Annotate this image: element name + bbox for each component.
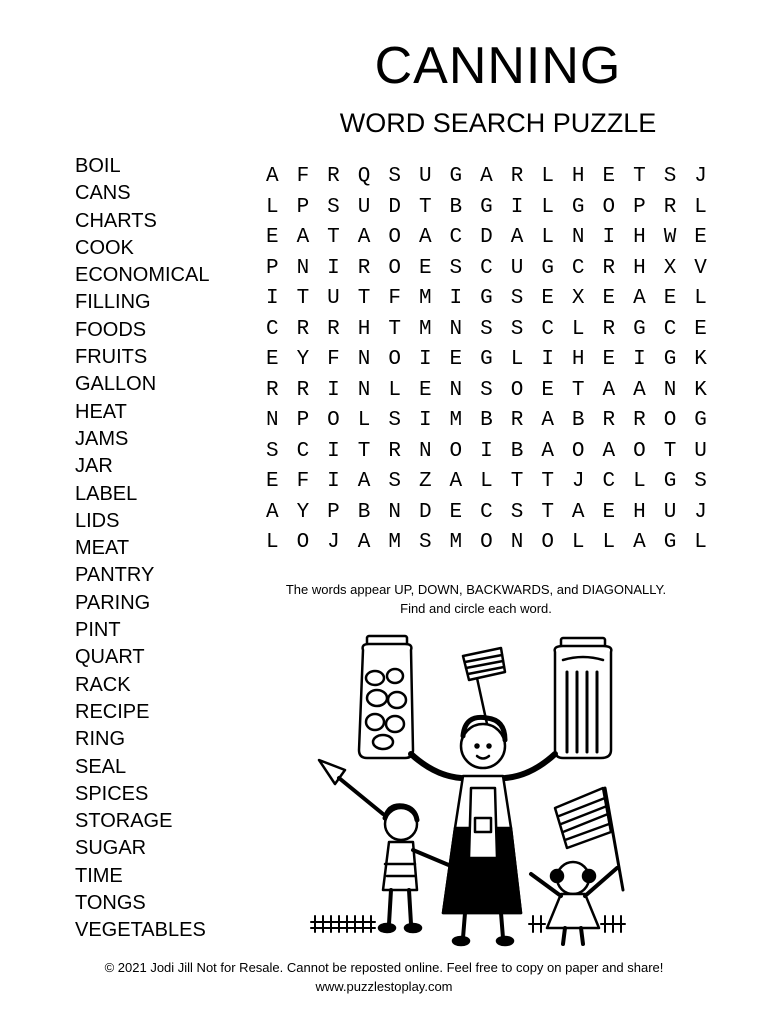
instructions-line-1: The words appear UP, DOWN, BACKWARDS, and DIAGONALLY.	[285, 582, 667, 597]
grid-letter: S	[694, 470, 707, 493]
grid-row	[257, 376, 716, 407]
word-list-item: CHARTS	[75, 209, 157, 232]
grid-letter: O	[510, 378, 524, 402]
grid-letter: L	[541, 195, 554, 219]
grid-letter: I	[327, 470, 340, 493]
grid-letter: I	[327, 378, 340, 402]
word-list-item: RACK	[75, 673, 131, 696]
grid-letter: I	[327, 256, 340, 280]
grid-letter: I	[327, 439, 340, 463]
grid-letter: R	[602, 256, 616, 280]
grid-letter: S	[265, 439, 279, 463]
grid-letter: A	[571, 500, 585, 524]
grid-letter: H	[571, 348, 585, 371]
grid-letter: E	[602, 165, 616, 188]
grid-letter: P	[296, 195, 310, 219]
grid-letter: I	[510, 195, 524, 219]
grid-letter: L	[571, 531, 585, 554]
grid-letter: H	[633, 256, 646, 280]
grid-letter: G	[663, 531, 677, 554]
grid-letter: U	[510, 256, 524, 280]
grid-letter: T	[541, 500, 554, 524]
grid-letter: N	[663, 378, 677, 402]
grid-letter: M	[449, 531, 463, 554]
grid-letter: T	[357, 287, 371, 310]
grid-letter: O	[480, 531, 493, 554]
small-flag-icon	[463, 648, 505, 724]
word-list-item: BOIL	[75, 155, 121, 177]
word-list-item: LABEL	[75, 482, 138, 505]
grid-letter: N	[449, 378, 463, 402]
grid-letter: T	[633, 165, 646, 188]
grid-letter: P	[633, 195, 646, 219]
grid-letter: D	[418, 500, 432, 524]
grid-letter: I	[480, 439, 493, 463]
website-link[interactable]: www.puzzlestoplay.com	[315, 979, 453, 994]
grid-letter: R	[510, 409, 524, 432]
word-list-item: SUGAR	[75, 837, 147, 860]
canning-illustration	[305, 628, 635, 953]
grid-letter: A	[357, 531, 371, 554]
grid-letter: S	[327, 195, 340, 219]
grid-letter: S	[449, 256, 463, 280]
grid-letter: L	[602, 531, 616, 554]
word-list-item: QUART	[75, 646, 145, 669]
word-list-item: GALLON	[75, 373, 157, 396]
grid-letter: H	[571, 165, 585, 188]
grid-letter: A	[541, 409, 554, 432]
word-list-item: PARING	[75, 591, 151, 614]
word-list	[75, 153, 209, 945]
grid-letter: M	[388, 531, 401, 554]
grid-letter: R	[327, 165, 340, 188]
grid-letter: A	[541, 439, 554, 463]
grid-letter: L	[480, 470, 493, 493]
grid-letter: M	[449, 409, 463, 432]
grid-letter: P	[327, 500, 340, 524]
grid-row	[257, 406, 716, 437]
instructions-line-2: Find and circle each word.	[400, 601, 552, 616]
grid-letter: O	[663, 409, 677, 432]
grid-letter: N	[388, 500, 401, 524]
word-list-item: HEAT	[75, 400, 127, 423]
word-list-item: COOK	[75, 236, 134, 259]
grid-letter: O	[449, 439, 463, 463]
grid-letter: E	[418, 378, 432, 402]
grid-row	[257, 498, 716, 529]
grid-letter: S	[388, 409, 401, 432]
word-list-item: JAMS	[75, 427, 129, 450]
grid-letter: I	[418, 348, 432, 371]
grid-letter: L	[694, 195, 707, 219]
grid-letter: Z	[418, 470, 432, 493]
grid-letter: W	[663, 226, 677, 249]
grid-letter: T	[571, 378, 585, 402]
grid-letter: R	[296, 317, 310, 341]
grid-letter: T	[663, 439, 677, 463]
grid-letter: E	[694, 226, 707, 249]
grid-letter: R	[296, 378, 310, 402]
word-list-item: RECIPE	[75, 700, 150, 723]
grid-letter: I	[602, 226, 616, 249]
grid-letter: C	[265, 317, 279, 341]
grid-letter: M	[418, 287, 432, 310]
grid-letter: L	[265, 531, 279, 554]
grid-letter: A	[357, 470, 371, 493]
grid-letter: P	[265, 256, 279, 280]
grid-letter: R	[510, 165, 524, 188]
grid-letter: E	[265, 348, 279, 371]
grid-letter: J	[694, 165, 707, 188]
word-list-item: TONGS	[75, 892, 146, 915]
grid-letter: Y	[296, 500, 310, 524]
grid-letter: G	[449, 165, 463, 188]
grid-letter: O	[571, 439, 585, 463]
grid-letter: J	[694, 500, 707, 524]
copyright-text: © 2021 Jodi Jill Not for Resale. Cannot be reposted online. Feel free to copy on paper and share!	[104, 960, 664, 975]
grid-letter: N	[296, 256, 310, 280]
word-list-item: FILLING	[75, 291, 151, 314]
grid-row	[257, 315, 716, 346]
grid-letter: L	[510, 348, 524, 371]
grid-letter: I	[265, 287, 279, 310]
grid-letter: T	[296, 287, 310, 310]
word-list-item: PANTRY	[75, 564, 155, 587]
word-list-item: SEAL	[75, 755, 127, 778]
grid-letter: H	[357, 317, 371, 341]
grid-letter: B	[357, 500, 371, 524]
grid-letter: A	[265, 500, 279, 524]
grid-letter: E	[602, 287, 616, 310]
grid-letter: R	[602, 317, 616, 341]
grid-row	[257, 193, 716, 224]
grid-letter: E	[541, 287, 554, 310]
grid-letter: A	[633, 378, 646, 402]
grid-letter: S	[388, 470, 401, 493]
grid-letter: T	[388, 317, 401, 341]
grid-letter: I	[449, 287, 463, 310]
grid-letter: R	[633, 409, 646, 432]
grid-letter: J	[327, 531, 340, 554]
grid-letter: F	[296, 165, 310, 188]
grid-letter: E	[663, 287, 677, 310]
grid-letter: O	[633, 439, 646, 463]
word-list-item: VEGETABLES	[75, 919, 206, 942]
grid-letter: G	[541, 256, 554, 280]
grid-letter: R	[327, 317, 340, 341]
grid-letter: A	[633, 287, 646, 310]
grid-letter: E	[541, 378, 554, 402]
grid-letter: S	[480, 317, 493, 341]
grid-letter: S	[510, 287, 524, 310]
grid-letter: G	[694, 409, 707, 432]
grid-letter: O	[388, 348, 401, 371]
grid-letter: N	[510, 531, 524, 554]
grid-letter: G	[480, 287, 493, 310]
grid-row	[257, 223, 716, 254]
grid-letter: T	[357, 439, 371, 463]
grid-letter: D	[480, 226, 493, 249]
grid-row	[257, 162, 716, 193]
word-list-item: CANS	[75, 182, 131, 205]
grid-letter: E	[694, 317, 707, 341]
grid-letter: A	[602, 439, 616, 463]
grid-letter: C	[602, 470, 616, 493]
grid-letter: S	[510, 500, 524, 524]
grid-letter: S	[510, 317, 524, 341]
grid-letter: O	[388, 226, 401, 249]
left-jar-icon	[359, 636, 413, 758]
word-list-item: TIME	[75, 864, 123, 887]
grid-letter: D	[388, 195, 401, 219]
grid-letter: S	[663, 165, 677, 188]
grid-letter: N	[449, 317, 463, 341]
page-title: CANNING	[374, 37, 622, 95]
grid-letter: L	[541, 226, 554, 249]
grid-letter: C	[571, 256, 585, 280]
word-list-item: STORAGE	[75, 810, 173, 833]
grid-letter: O	[388, 256, 401, 280]
grid-letter: G	[480, 195, 493, 219]
grid-letter: G	[571, 195, 585, 219]
grid-letter: S	[418, 531, 432, 554]
grid-letter: A	[480, 165, 493, 188]
grid-letter: C	[541, 317, 554, 341]
footer	[0, 958, 768, 996]
grid-letter: R	[388, 439, 401, 463]
grid-row	[257, 254, 716, 285]
grid-letter: J	[571, 470, 585, 493]
grid-letter: U	[357, 195, 371, 219]
grid-letter: F	[296, 470, 310, 493]
grid-letter: C	[480, 500, 493, 524]
grid-row	[257, 528, 716, 559]
grid-letter: C	[296, 439, 310, 463]
page-subtitle: WORD SEARCH PUZZLE	[339, 108, 657, 138]
grid-letter: E	[265, 226, 279, 249]
grid-letter: T	[541, 470, 554, 493]
grid-letter: A	[265, 165, 279, 188]
grid-letter: X	[663, 256, 677, 280]
grid-letter: A	[449, 470, 463, 493]
word-list-item: PINT	[75, 619, 121, 642]
grid-letter: G	[480, 348, 493, 371]
word-list-item: RING	[75, 728, 125, 751]
word-list-item: FOODS	[75, 318, 147, 341]
grid-letter: L	[541, 165, 554, 188]
grid-row	[257, 437, 716, 468]
grid-letter: Q	[357, 165, 371, 188]
boy-figure-icon	[319, 760, 451, 932]
grid-letter: R	[602, 409, 616, 432]
grid-letter: S	[480, 378, 493, 402]
word-list-item: SPICES	[75, 782, 149, 805]
word-list-item: LIDS	[75, 509, 120, 532]
word-list-item: JAR	[75, 455, 113, 478]
word-list-item: MEAT	[75, 537, 130, 560]
grid-letter: G	[633, 317, 646, 341]
grid-letter: T	[510, 470, 524, 493]
grid-letter: I	[418, 409, 432, 432]
grid-letter: M	[418, 317, 432, 341]
grid-letter: V	[694, 256, 707, 280]
grid-row	[257, 467, 716, 498]
grid-letter: I	[633, 348, 646, 371]
grid-letter: R	[357, 256, 371, 280]
grid-letter: A	[296, 226, 310, 249]
right-jar-icon	[555, 638, 612, 758]
grid-letter: H	[633, 226, 646, 249]
grid-letter: I	[541, 348, 554, 371]
grid-letter: H	[633, 500, 646, 524]
grid-letter: K	[694, 348, 707, 371]
grid-letter: T	[418, 195, 432, 219]
grid-letter: L	[388, 378, 401, 402]
grid-letter: A	[633, 531, 646, 554]
grid-letter: G	[663, 470, 677, 493]
grid-letter: P	[296, 409, 310, 432]
word-list-item: ECONOMICAL	[75, 264, 210, 287]
grid-letter: T	[327, 226, 340, 249]
word-list-item: FRUITS	[75, 346, 148, 369]
grid-letter: B	[449, 195, 463, 219]
grid-letter: N	[357, 378, 371, 402]
grid-letter: F	[388, 287, 401, 310]
grid-letter: L	[357, 409, 371, 432]
grid-letter: A	[418, 226, 432, 249]
grid-letter: E	[449, 348, 463, 371]
grid-letter: A	[510, 226, 524, 249]
grid-letter: U	[694, 439, 707, 463]
grid-letter: E	[265, 470, 279, 493]
grid-letter: E	[602, 348, 616, 371]
grid-letter: N	[357, 348, 371, 371]
grid-row	[257, 345, 716, 376]
grid-row	[257, 284, 716, 315]
grid-letter: A	[357, 226, 371, 249]
grid-letter: R	[265, 378, 279, 402]
grid-letter: O	[602, 195, 616, 219]
grid-letter: E	[449, 500, 463, 524]
grid-letter: X	[571, 287, 585, 310]
grid-letter: B	[571, 409, 585, 432]
grid-letter: L	[694, 531, 707, 554]
mother-figure-icon	[411, 717, 555, 945]
grid-letter: G	[663, 348, 677, 371]
grid-letter: L	[633, 470, 646, 493]
grid-letter: C	[663, 317, 677, 341]
grid-letter: L	[265, 195, 279, 219]
grid-letter: R	[663, 195, 677, 219]
grid-letter: E	[418, 256, 432, 280]
grid-letter: O	[541, 531, 554, 554]
grid-letter: Y	[296, 348, 310, 371]
grid-letter: C	[480, 256, 493, 280]
grid-letter: L	[694, 287, 707, 310]
grid-letter: N	[418, 439, 432, 463]
grid-letter: O	[296, 531, 310, 554]
grid-letter: F	[327, 348, 340, 371]
grid-letter: U	[418, 165, 432, 188]
grid-letter: E	[602, 500, 616, 524]
grid-letter: O	[327, 409, 340, 432]
grid-letter: L	[571, 317, 585, 341]
grid-letter: C	[449, 226, 463, 249]
grid-letter: N	[265, 409, 279, 432]
grid-letter: U	[663, 500, 677, 524]
grid-letter: A	[602, 378, 616, 402]
grid-letter: U	[327, 287, 340, 310]
grid-letter: S	[388, 165, 401, 188]
grid-letter: B	[480, 409, 493, 432]
grid-letter: B	[510, 439, 524, 463]
letter-grid	[257, 162, 716, 559]
grid-letter: N	[571, 226, 585, 249]
grid-letter: K	[694, 378, 707, 402]
instructions	[228, 580, 724, 618]
